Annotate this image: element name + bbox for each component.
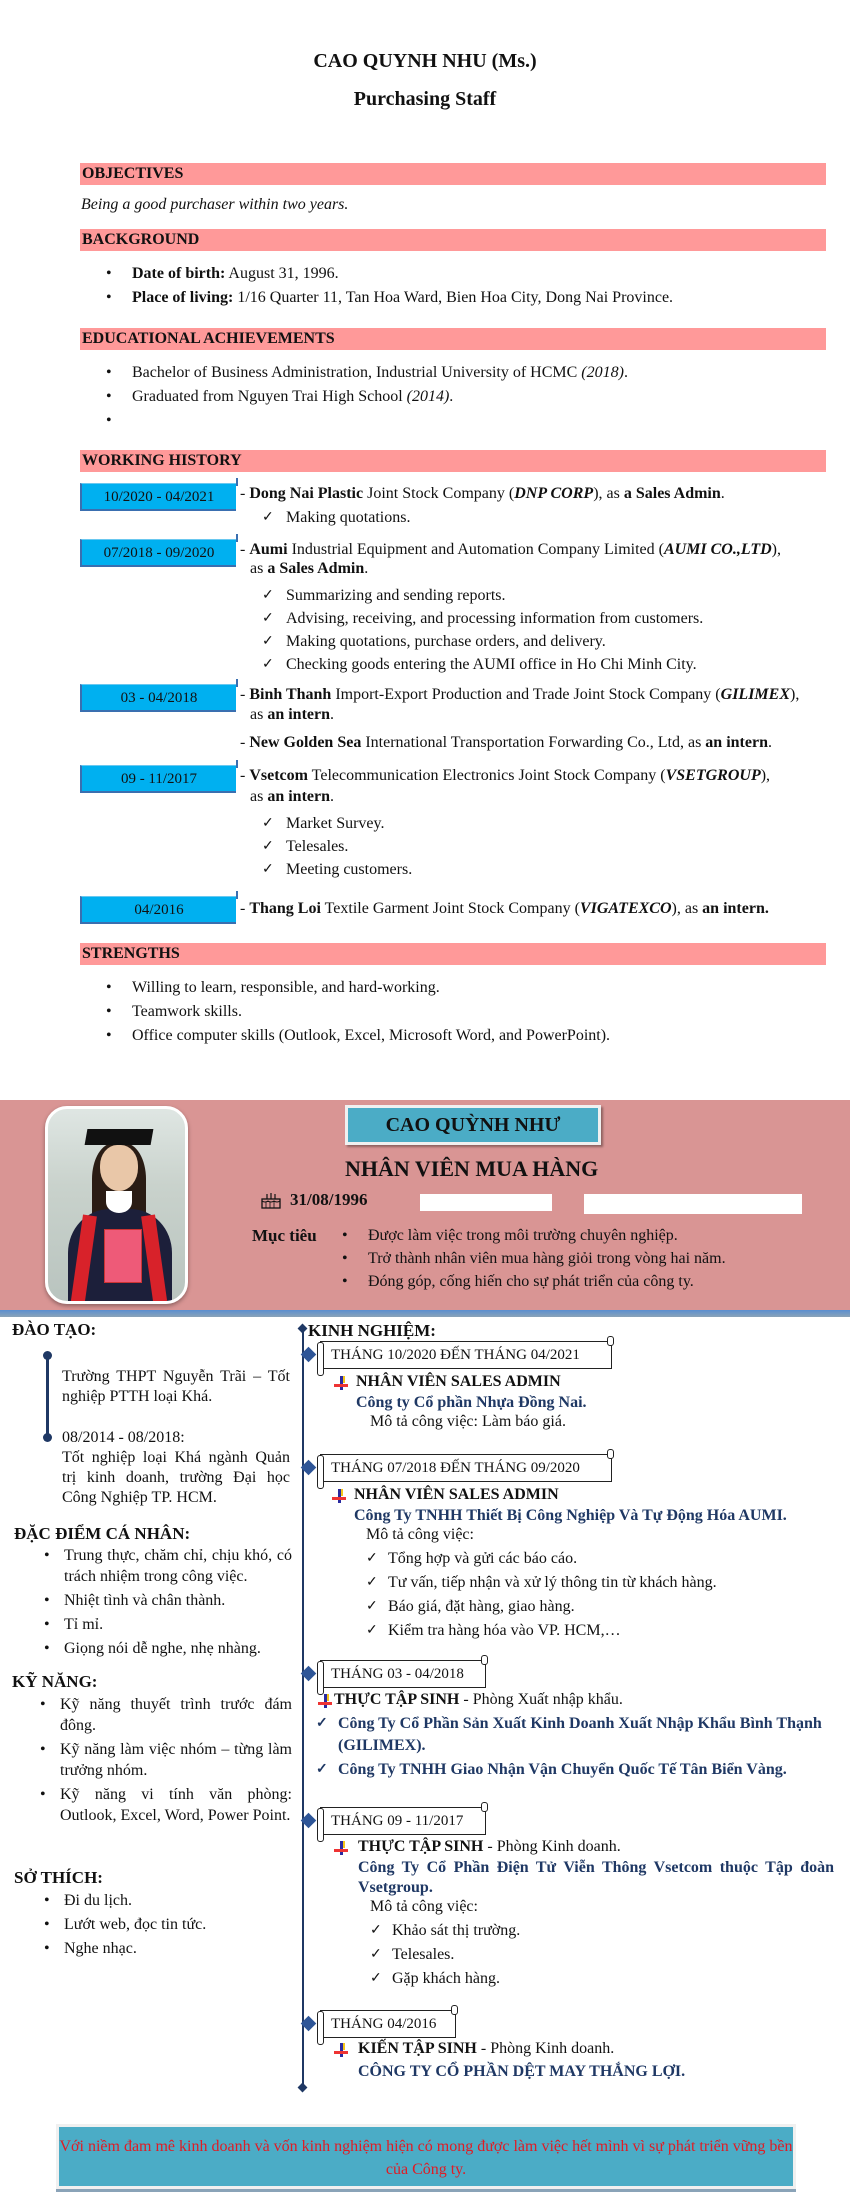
timeline-start-dot (298, 1324, 308, 1334)
education-item: Tốt nghiệp loại Khá ngành Quản trị kinh doanh, trường Đại học Công Nghiệp TP. HCM. (62, 1449, 290, 1506)
personal-heading: ĐẶC ĐIỂM CÁ NHÂN: (14, 1524, 191, 1543)
education-list (106, 361, 628, 433)
task-item: ✓ Summarizing and sending reports. (262, 584, 703, 607)
education-dates: 08/2014 - 08/2018: (62, 1429, 185, 1446)
candidate-name: CAO QUYNH NHU (Ms.) (313, 50, 537, 72)
job-entry: - Binh Thanh Import-Export Production and Trade Joint Stock Company (GILIMEX), (240, 686, 800, 703)
birthday-cake-icon (260, 1191, 282, 1209)
date-tab: 04/2016 (80, 896, 236, 924)
candidate-title: Purchasing Staff (353, 88, 497, 110)
list-item: • Nghe nhạc. (44, 1938, 292, 1959)
background-list (106, 262, 673, 310)
list-item: • Tỉ mỉ. (44, 1614, 292, 1635)
task-item: ✓ Tổng hợp và gửi các báo cáo. (366, 1548, 717, 1572)
list-item: • Office computer skills (Outlook, Excel, Microsoft Word, and PowerPoint). (106, 1024, 610, 1048)
list-item: • Đóng góp, cống hiến cho sự phát triển của công ty. (342, 1272, 726, 1295)
job-entry: - Dong Nai Plastic Joint Stock Company (DNP CORP), as a Sales Admin. (240, 485, 725, 502)
pushpin-icon (334, 2043, 348, 2057)
task-list (366, 1548, 717, 1644)
job-entry-cont: as an intern. (250, 706, 334, 723)
closing-statement: Với niềm đam mê kinh doanh và vốn kinh nghiệm hiện có mong được làm việc hết mình vì sự phát triển vững bền của Công ty. (59, 2127, 793, 2186)
skills-list (40, 1694, 292, 1829)
list-item: • Place of living: 1/16 Quarter 11, Tan Hoa Ward, Bien Hoa City, Dong Nai Province. (106, 286, 673, 310)
list-item: • Bachelor of Business Administration, Industrial University of HCMC (2018). (106, 361, 628, 385)
period-tag: THÁNG 10/2020 ĐẾN THÁNG 04/2021 (320, 1341, 612, 1369)
list-item: • Kỹ năng vi tính văn phòng: Outlook, Excel, Word, Power Point. (40, 1784, 292, 1826)
job-entry: - Aumi Industrial Equipment and Automation Company Limited (AUMI CO.,LTD), (240, 541, 781, 558)
date-tab: 10/2020 - 04/2021 (80, 483, 236, 511)
task-item: ✓ Gặp khách hàng. (370, 1968, 520, 1992)
period-tag: THÁNG 07/2018 ĐẾN THÁNG 09/2020 (320, 1454, 612, 1482)
date-tab: 07/2018 - 09/2020 (80, 539, 236, 567)
personal-list (44, 1545, 292, 1662)
list-item: • Teamwork skills. (106, 1000, 610, 1024)
company-list (316, 1713, 846, 1781)
date-tab: 09 - 11/2017 (80, 765, 236, 793)
list-item: • Graduated from Nguyen Trai High School (2014). (106, 385, 628, 409)
section-objectives: OBJECTIVES (80, 163, 826, 185)
company-name: Công ty Cổ phần Nhựa Đồng Nai. (356, 1394, 587, 1411)
closing-box (56, 2124, 796, 2189)
job-role: THỰC TẬP SINH - Phòng Xuất nhập khẩu. (334, 1691, 623, 1708)
date-of-birth: 31/08/1996 (260, 1190, 367, 1210)
pushpin-icon (334, 1841, 348, 1855)
task-item: ✓ Khảo sát thị trường. (370, 1920, 520, 1944)
company-name: ✓ Công Ty Cổ Phần Sản Xuất Kinh Doanh Xuất Nhập Khẩu Bình Thạnh (GILIMEX). (316, 1713, 846, 1757)
objective-list (342, 1226, 726, 1295)
task-item: ✓ Telesales. (262, 835, 412, 858)
section-background: BACKGROUND (80, 229, 826, 251)
job-role: NHÂN VIÊN SALES ADMIN (354, 1486, 559, 1503)
task-item: ✓ Telesales. (370, 1944, 520, 1968)
education-timeline (46, 1355, 49, 1437)
hobbies-list (44, 1890, 292, 1962)
period-tag: THÁNG 09 - 11/2017 (320, 1807, 486, 1835)
company-name: Công Ty Cổ Phần Điện Tử Viễn Thông Vsetcom thuộc Tập đoàn Vsetgroup. (358, 1859, 834, 1896)
task-item: ✓ Tư vấn, tiếp nhận và xử lý thông tin từ khách hàng. (366, 1572, 717, 1596)
company-name: Công Ty TNHH Thiết Bị Công Nghiệp Và Tự Động Hóa AUMI. (354, 1507, 787, 1524)
task-list (262, 812, 412, 881)
candidate-title-vn: NHÂN VIÊN MUA HÀNG (345, 1156, 599, 1181)
experience-timeline (302, 1326, 304, 2091)
list-item: • Trung thực, chăm chỉ, chịu khó, có trách nhiệm trong công việc. (44, 1545, 292, 1587)
candidate-name-vn: CAO QUỲNH NHƯ (348, 1108, 598, 1142)
timeline-dot (43, 1351, 52, 1360)
job-description: Mô tả công việc: (370, 1898, 478, 1915)
job-entry: - Thang Loi Textile Garment Joint Stock Company (VIGATEXCO), as an intern. (240, 900, 769, 917)
section-working-history: WORKING HISTORY (80, 450, 826, 472)
list-item: • Đi du lịch. (44, 1890, 292, 1911)
task-list (262, 506, 410, 529)
task-item: ✓ Advising, receiving, and processing information from customers. (262, 607, 703, 630)
company-name: CÔNG TY CỔ PHẦN DỆT MAY THẮNG LỢI. (358, 2063, 686, 2080)
job-role: THỰC TẬP SINH - Phòng Kinh doanh. (358, 1838, 621, 1855)
list-item: • Được làm việc trong môi trường chuyên nghiệp. (342, 1226, 726, 1249)
job-entry-cont: as an intern. (250, 788, 334, 805)
education-item: Trường THPT Nguyễn Trãi – Tốt nghiệp PTTH loại Khá. (62, 1368, 290, 1405)
header-divider (0, 1310, 850, 1317)
job-entry: - Vsetcom Telecommunication Electronics Joint Stock Company (VSETGROUP), (240, 767, 771, 784)
task-list (370, 1920, 520, 1992)
redacted-email (584, 1194, 802, 1214)
task-item: ✓ Market Survey. (262, 812, 412, 835)
job-description: Mô tả công việc: (366, 1526, 474, 1543)
list-item: • Trở thành nhân viên mua hàng giỏi trong vòng hai năm. (342, 1249, 726, 1272)
profile-photo (45, 1106, 188, 1304)
education-heading: ĐÀO TẠO: (12, 1320, 97, 1339)
task-item: ✓ Making quotations, purchase orders, and delivery. (262, 630, 703, 653)
timeline-end-dot (298, 2083, 308, 2093)
list-item: • Kỹ năng làm việc nhóm – từng làm trưởng nhóm. (40, 1739, 292, 1781)
pushpin-icon (318, 1694, 332, 1708)
objective-text: Being a good purchaser within two years. (81, 196, 349, 213)
strengths-list (106, 976, 610, 1048)
list-item: • Date of birth: August 31, 1996. (106, 262, 673, 286)
timeline-dot (43, 1433, 52, 1442)
list-item: • Kỹ năng thuyết trình trước đám đông. (40, 1694, 292, 1736)
section-strengths: STRENGTHS (80, 943, 826, 965)
period-tag: THÁNG 04/2016 (320, 2010, 456, 2038)
redacted-phone (420, 1194, 552, 1211)
task-item: ✓ Making quotations. (262, 506, 410, 529)
objective-label: Mục tiêu (252, 1226, 317, 1245)
task-item: ✓ Kiểm tra hàng hóa vào VP. HCM,… (366, 1620, 717, 1644)
list-item-empty (106, 409, 628, 433)
hobbies-heading: SỞ THÍCH: (14, 1868, 103, 1887)
task-item: ✓ Báo giá, đặt hàng, giao hàng. (366, 1596, 717, 1620)
list-item: • Willing to learn, responsible, and hard-working. (106, 976, 610, 1000)
job-entry-cont: as a Sales Admin. (250, 560, 369, 577)
pushpin-icon (334, 1376, 348, 1390)
job-role: NHÂN VIÊN SALES ADMIN (356, 1373, 561, 1390)
pushpin-icon (332, 1489, 346, 1503)
company-name: ✓ Công Ty TNHH Giao Nhận Vận Chuyển Quốc Tế Tân Biển Vàng. (316, 1759, 846, 1781)
period-tag: THÁNG 03 - 04/2018 (320, 1660, 486, 1688)
job-description: Mô tả công việc: Làm báo giá. (370, 1413, 566, 1430)
task-list (262, 584, 703, 676)
skills-heading: KỸ NĂNG: (12, 1672, 98, 1691)
list-item: • Giọng nói dễ nghe, nhẹ nhàng. (44, 1638, 292, 1659)
section-education: EDUCATIONAL ACHIEVEMENTS (80, 328, 826, 350)
list-item: • Lướt web, đọc tin tức. (44, 1914, 292, 1935)
experience-heading: KINH NGHIỆM: (308, 1321, 436, 1340)
job-role: KIẾN TẬP SINH - Phòng Kinh doanh. (358, 2040, 615, 2057)
list-item: • Nhiệt tình và chân thành. (44, 1590, 292, 1611)
task-item: ✓ Meeting customers. (262, 858, 412, 881)
date-tab: 03 - 04/2018 (80, 684, 236, 712)
name-box (345, 1105, 601, 1145)
task-item: ✓ Checking goods entering the AUMI office in Ho Chi Minh City. (262, 653, 703, 676)
job-entry: - New Golden Sea International Transportation Forwarding Co., Ltd, as an intern. (240, 734, 772, 751)
